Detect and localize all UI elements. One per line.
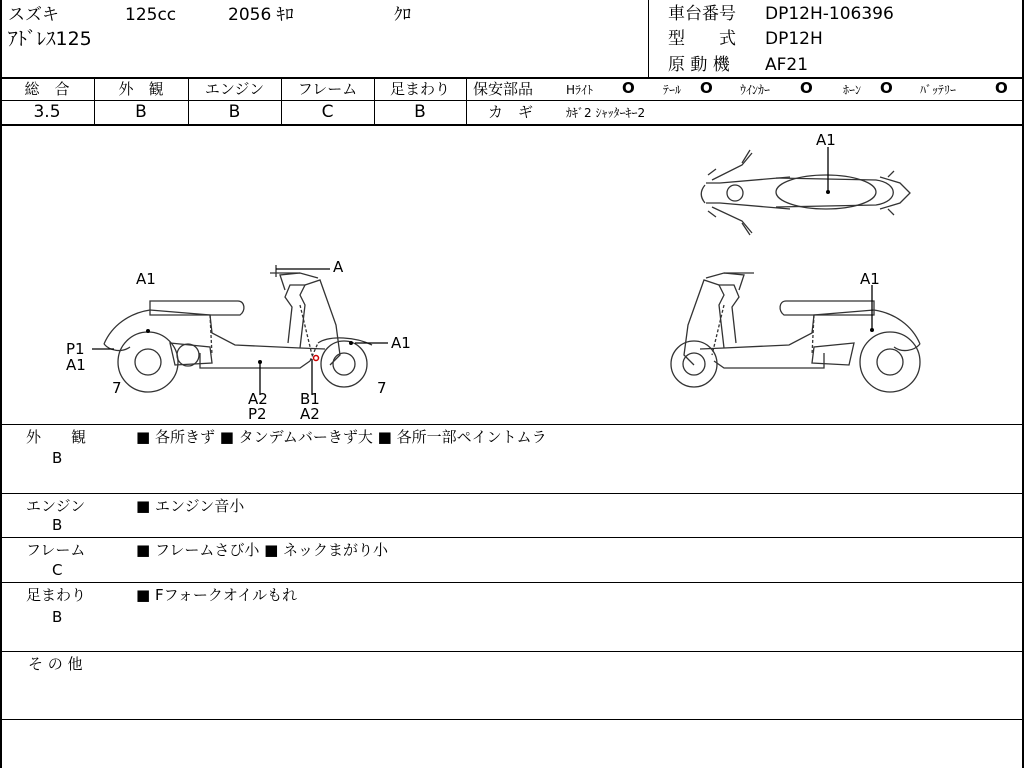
label-floor-a2: A2 xyxy=(248,390,268,408)
label-7-left: 7 xyxy=(112,379,122,397)
safety-item-tail: ﾃｰﾙ xyxy=(663,83,682,97)
remark-title-engine: エンジン xyxy=(26,497,86,515)
line-under-header xyxy=(0,77,1024,79)
damage-dots xyxy=(146,190,874,364)
color: ｸﾛ xyxy=(394,5,411,25)
line-remark-1 xyxy=(0,493,1024,494)
type-value: DP12H xyxy=(765,29,823,49)
remark-title-exterior: 外 観 xyxy=(26,428,87,446)
label-a1-rear: A1 xyxy=(391,334,411,352)
safety-mark-winker: O xyxy=(800,79,813,97)
engine-label: 原 動 機 xyxy=(668,55,730,75)
mileage: 2056 ｷﾛ xyxy=(228,5,294,25)
displacement: 125cc xyxy=(125,5,177,25)
line-remark-3 xyxy=(0,582,1024,583)
line-scores-mid xyxy=(0,100,1024,101)
score-value-total: 3.5 xyxy=(33,102,61,122)
remark-grade-exterior: B xyxy=(52,449,63,467)
safety-mark-tail: O xyxy=(700,79,713,97)
engine-value: AF21 xyxy=(765,55,809,75)
label-frame-a2: A2 xyxy=(300,405,320,423)
label-handle-a: A xyxy=(333,258,344,276)
remark-grade-suspension: B xyxy=(52,608,63,626)
line-remark-5 xyxy=(0,719,1024,720)
label-a1-front: A1 xyxy=(66,356,86,374)
safety-item-headlight: Hﾗｲﾄ xyxy=(566,83,594,97)
score-value-frame: C xyxy=(321,102,334,122)
header-divider xyxy=(648,0,649,78)
remark-title-suspension: 足まわり xyxy=(26,586,87,604)
model-name: ｱﾄﾞﾚｽ125 xyxy=(8,28,92,50)
label-seat-a1: A1 xyxy=(136,270,156,288)
score-value-suspension: B xyxy=(414,102,426,122)
line-remark-2 xyxy=(0,537,1024,538)
scooter-right-view xyxy=(671,270,920,392)
score-label-exterior: 外 観 xyxy=(118,80,164,98)
safety-mark-horn: O xyxy=(880,79,893,97)
safety-mark-battery: O xyxy=(995,79,1008,97)
safety-title: 保安部品 xyxy=(473,80,534,98)
score-value-exterior: B xyxy=(135,102,147,122)
maker: スズキ xyxy=(8,5,59,25)
label-7-right: 7 xyxy=(377,379,387,397)
remark-grade-engine: B xyxy=(52,516,63,534)
label-right-a1: A1 xyxy=(860,270,880,288)
red-mark xyxy=(314,356,319,361)
key-label: カ ギ xyxy=(488,103,534,121)
label-frame-b1: B1 xyxy=(300,390,320,408)
remark-text-frame: ■ フレームさび小 ■ ネックまがり小 xyxy=(136,541,389,559)
remark-text-exterior: ■ 各所きず ■ タンデムバーきず大 ■ 各所一部ペイントムラ xyxy=(136,428,547,446)
score-label-total: 総 合 xyxy=(24,80,70,98)
safety-item-battery: ﾊﾞｯﾃﾘｰ xyxy=(920,83,957,97)
label-top-a1: A1 xyxy=(816,131,836,149)
remark-title-frame: フレーム xyxy=(26,541,86,559)
safety-item-winker: ｳｲﾝｶｰ xyxy=(740,83,771,97)
remark-title-other: そ の 他 xyxy=(28,655,83,673)
score-value-engine: B xyxy=(228,102,241,122)
score-label-frame: フレーム xyxy=(297,80,358,98)
remark-text-engine: ■ エンジン音小 xyxy=(136,497,245,515)
frame-no-label: 車台番号 xyxy=(668,4,736,24)
remark-text-suspension: ■ Fフォークオイルもれ xyxy=(136,586,298,604)
type-label: 型 式 xyxy=(668,29,736,49)
key-value: ｶｷﾞ2 ｼｬｯﾀｰｷｰ2 xyxy=(566,106,646,120)
score-divider-5 xyxy=(466,78,467,125)
remark-grade-frame: C xyxy=(52,561,63,579)
score-label-suspension: 足まわり xyxy=(389,80,450,98)
safety-mark-headlight: O xyxy=(622,79,635,97)
label-p1: P1 xyxy=(66,340,85,358)
score-label-engine: エンジン xyxy=(204,80,265,98)
safety-item-horn: ﾎｰﾝ xyxy=(843,83,862,97)
label-floor-p2: P2 xyxy=(248,405,267,423)
line-remark-4 xyxy=(0,651,1024,652)
frame-no-value: DP12H-106396 xyxy=(765,4,894,24)
scooter-top-view xyxy=(701,150,910,235)
